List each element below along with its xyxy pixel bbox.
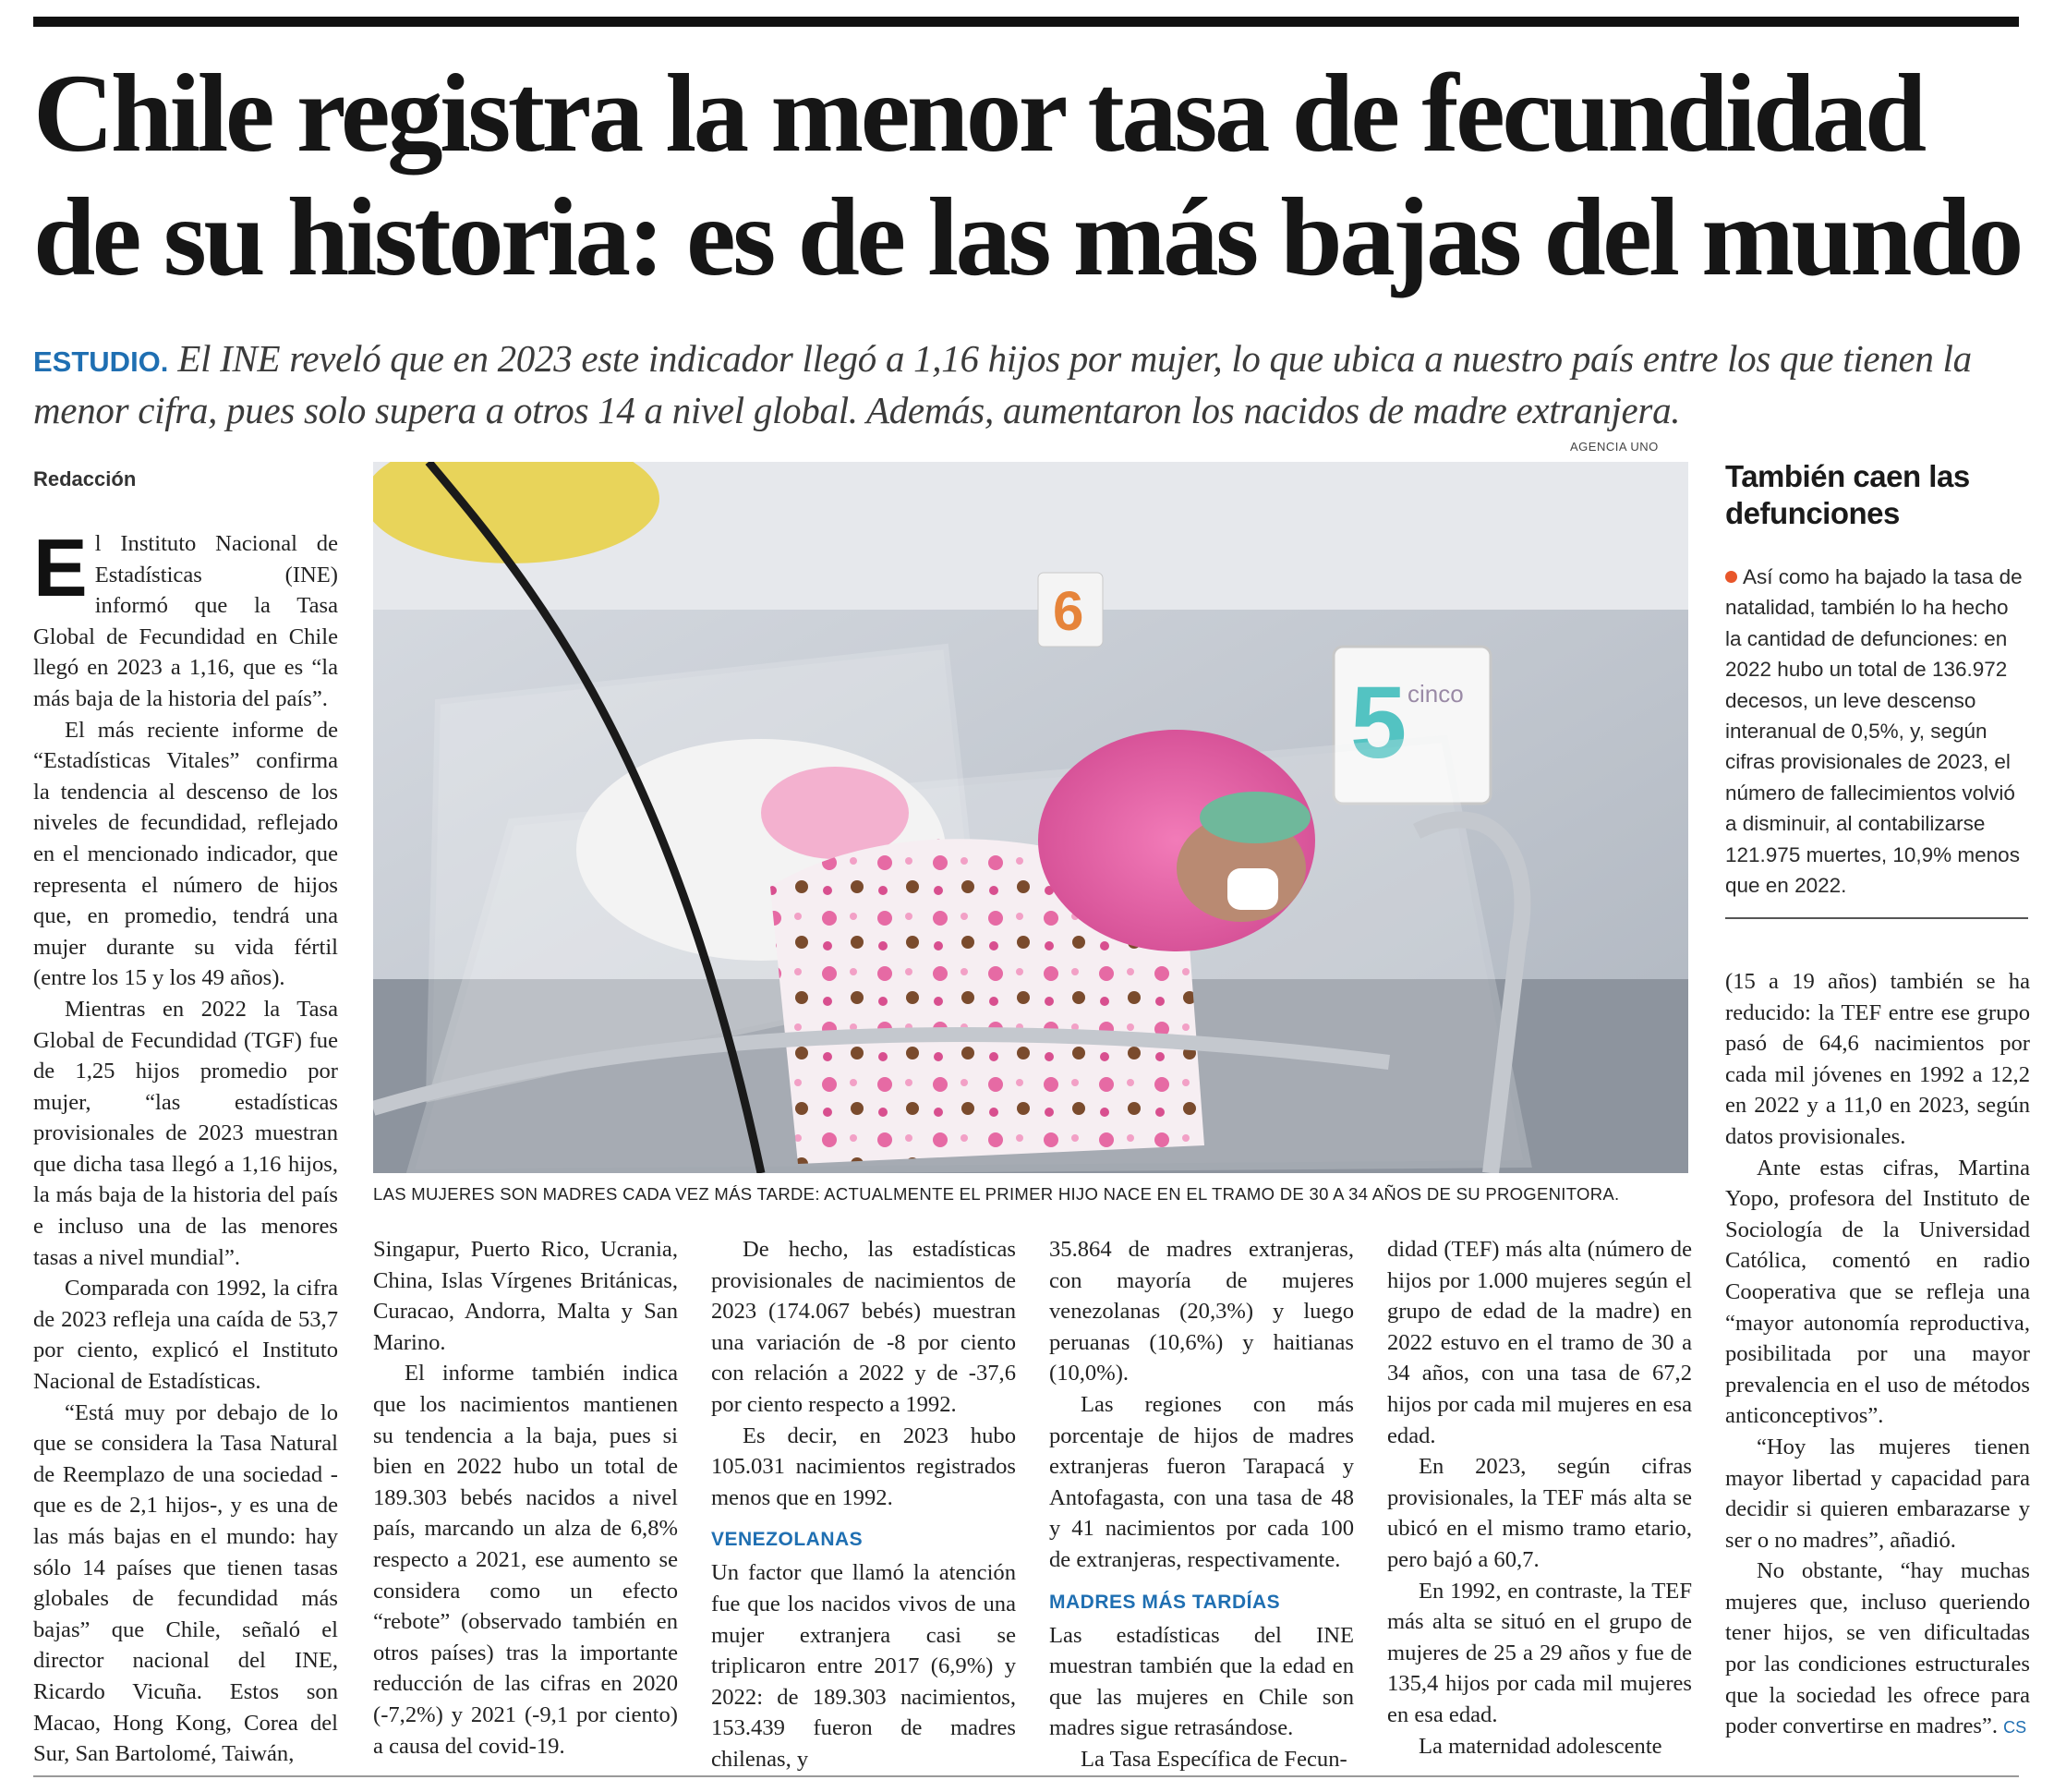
headline-line-1: Chile registra la menor tasa de fecundidad xyxy=(33,52,1924,176)
paragraph: Es decir, en 2023 hubo 105.031 nacimientos registrados menos que en 1992. xyxy=(711,1423,1016,1510)
paragraph: La maternidad adolescente xyxy=(1419,1733,1662,1759)
paragraph: El más reciente informe de “Estadísticas Vitales” confirma la tendencia al descenso de los niveles de fecundidad, reflejado en el mencionado indicador, que representa el número de hijos que, en promedio, tendrá una mujer durante su vida fértil (entre los 15 y los 49 años). xyxy=(33,717,338,991)
paragraph: El informe también indica que los nacimientos mantienen su tendencia a la baja, pues si bien en 2022 hubo un total de 189.303 bebés nacidos a nivel país, marcando un alza de 6,8% respecto a 2021, ese aumento se considera como un efecto “rebote” (observado también en otros países) tras la importante reducción de las cifras en 2020 (-7,2%) y 2021 (-9,1 por ciento) a causa del covid-19. xyxy=(373,1361,678,1759)
end-mark: CS xyxy=(2003,1718,2027,1738)
crib-label-cinco: cinco xyxy=(1408,680,1464,708)
paragraph: Singapur, Puerto Rico, Ucrania, China, Islas Vírgenes Británicas, Curacao, Andorra, Malta y San Marino. xyxy=(373,1237,678,1355)
paragraph: La Tasa Específica de Fecun- xyxy=(1081,1746,1347,1772)
deck xyxy=(33,334,2019,435)
paragraph: Las regiones con más porcentaje de hijos de madres extranjeras fueron Tarapacá y Antofagasta, con una tasa de 48 y 41 nacimientos por cada 100 de extranjeras, respectivamente. xyxy=(1049,1391,1354,1572)
crib-label-6: 6 xyxy=(1053,580,1084,642)
sidebar-title: También caen las defunciones xyxy=(1725,459,1970,530)
byline: Redacción xyxy=(33,467,137,490)
paragraph: Mientras en 2022 la Tasa Global de Fecundidad (TGF) fue de 1,25 hijos promedio por mujer, “las estadísticas provisionales de 2023 muestran que dicha tasa llegó a 1,16 hijos, la más baja de la historia del país e incluso una de las menores tasas a nivel mundial”. xyxy=(33,996,338,1270)
sidebar-divider xyxy=(1725,917,2028,919)
deck-text: El INE reveló que en 2023 este indicador llegó a 1,16 hijos por mujer, lo que ubica a nuestro país entre los que tienen la menor cifra, pues solo supera a otros 14 a nivel global. Además, aumentaron los nacidos de madre extranjera. xyxy=(33,337,1972,431)
column-4 xyxy=(1049,1234,1354,1775)
crib-label-5: 5 xyxy=(1350,666,1408,780)
subhead-venezolanas: VENEZOLANAS xyxy=(711,1529,864,1551)
photo-credit: AGENCIA UNO xyxy=(1570,440,1659,454)
bullet-icon xyxy=(1725,571,1737,583)
paragraph: El Instituto Nacional de Estadísticas (INE) informó que la Tasa Global de Fecundidad en Chile llegó en 2023 a 1,16, que es “la más baja de la historia del país”. xyxy=(33,522,338,711)
sidebar-body: Así como ha bajado la tasa de natalidad, también lo ha hecho la cantidad de defunciones: en 2022 hubo un total de 136.972 decesos, un leve descenso interanual de 0,5%, y, según cifras provisionales de 2023, el número de fallecimientos volvió a disminuir, al contabilizarse 121.975 muertes, 10,9% menos que en 2022. xyxy=(1725,565,2023,898)
top-rule xyxy=(33,17,2019,27)
column-6 xyxy=(1725,966,2030,1744)
headline-line-2: de su historia: es de las más bajas del mundo xyxy=(33,176,2021,299)
paragraph: Ante estas cifras, Martina Yopo, profesora del Instituto de Sociología de la Universidad Católica, comentó en radio Cooperativa que se refleja una “mayor autonomía reproductiva, posibilitada por una mayor prevalencia en el uso de métodos anticonceptivos”. xyxy=(1725,1155,2030,1429)
paragraph: De hecho, las estadísticas provisionales de nacimientos de 2023 (174.067 bebés) muestran una variación de -8 por ciento con relación a 2022 y de -37,6 por ciento respecto a 1992. xyxy=(711,1237,1016,1417)
paragraph: didad (TEF) más alta (número de hijos por 1.000 mujeres según el grupo de edad de la madre) en 2022 estuvo en el tramo de 30 a 34 años, con una tasa de 67,2 hijos por cada mil mujeres en esa edad. xyxy=(1387,1237,1692,1448)
deck-lead: ESTUDIO. xyxy=(33,345,169,378)
paragraph: “Hoy las mujeres tienen mayor libertad y capacidad para decidir si quieren embarazarse y ser o no madres”, añadió. xyxy=(1725,1434,2030,1553)
paragraph: (15 a 19 años) también se ha reducido: la TEF entre ese grupo pasó de 64,6 nacimientos por cada mil jóvenes en 1992 a 12,2 en 2022 y a 11,0 en 2023, según datos provisionales. xyxy=(1725,969,2030,1149)
photo-illustration xyxy=(373,462,1688,1173)
subhead-madres-mas-tardias: MADRES MÁS TARDÍAS xyxy=(1049,1591,1281,1613)
paragraph: Comparada con 1992, la cifra de 2023 refleja una caída de 53,7 por ciento, explicó el Instituto Nacional de Estadísticas. xyxy=(33,1276,338,1395)
paragraph: “Está muy por debajo de lo que se considera la Tasa Natural de Reemplazo de una sociedad -que es de 2,1 hijos-, y es una de las más bajas en el mundo: hay sólo 14 países que tienen tasas globales de fecundidad más bajas” que Chile, señaló el director nacional del INE, Ricardo Vicuña. Estos son Macao, Hong Kong, Corea del Sur, San Bartolomé, Taiwán, xyxy=(33,1399,338,1767)
paragraph: Las estadísticas del INE muestran también que la edad en que las mujeres en Chile son madres sigue retrasándose. xyxy=(1049,1622,1354,1741)
column-2 xyxy=(373,1234,678,1762)
column-1 xyxy=(33,522,338,1770)
paragraph: 35.864 de madres extranjeras, con mayoría de mujeres venezolanas (20,3%) y luego peruanas (10,6%) y haitianas (10,0%). xyxy=(1049,1237,1354,1386)
paragraph: En 2023, según cifras provisionales, la TEF más alta se ubicó en el mismo tramo etario, pero bajó a 60,7. xyxy=(1387,1454,1692,1572)
column-5 xyxy=(1387,1234,1692,1762)
paragraph: No obstante, “hay muchas mujeres que, incluso queriendo tener hijos, se ven dificultadas por las condiciones estructurales que la sociedad les ofrece para poder convertirse en madres”. CS xyxy=(1725,1558,2030,1739)
newborn-crib-photo xyxy=(373,462,1688,1173)
paragraph: En 1992, en contraste, la TEF más alta se situó en el grupo de mujeres de 25 a 29 años y fue de 135,4 hijos por cada mil mujeres en esa edad. xyxy=(1387,1578,1692,1727)
photo-caption: LAS MUJERES SON MADRES CADA VEZ MÁS TARDE: ACTUALMENTE EL PRIMER HIJO NACE EN EL TRAMO DE 30 A 34 AÑOS DE SU PROGENITORA. xyxy=(373,1184,1620,1204)
headline xyxy=(33,52,2028,299)
bottom-rule xyxy=(33,1775,2019,1777)
column-3 xyxy=(711,1234,1016,1775)
paragraph: Un factor que llamó la atención fue que los nacidos vivos de una mujer extranjera casi se triplicaron entre 2017 (6,9%) y 2022: de 189.303 nacimientos, 153.439 fueron de madres chilenas, y xyxy=(711,1560,1016,1772)
drop-cap: E xyxy=(33,522,88,613)
